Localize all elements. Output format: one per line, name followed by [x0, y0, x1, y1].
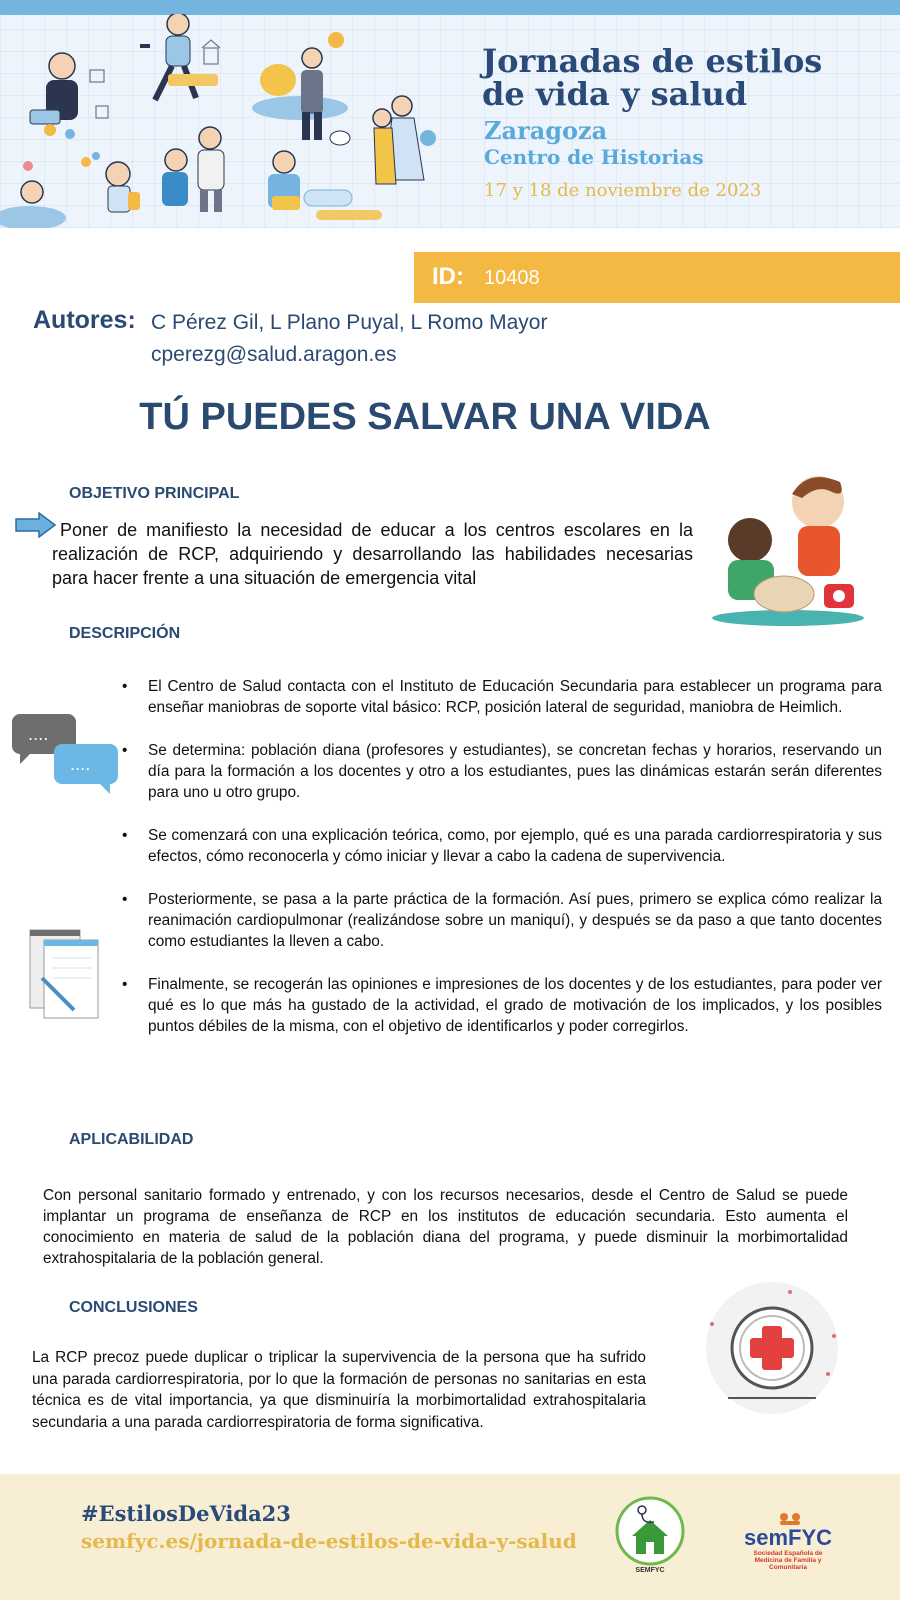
water-sign-icon: [304, 190, 382, 220]
speech-bubbles-icon: [10, 712, 120, 798]
authors-names: C Pérez Gil, L Plano Puyal, L Romo Mayor: [151, 311, 548, 334]
sun-icon: [328, 32, 344, 48]
cook-figure-icon: [30, 53, 78, 139]
arrow-right-icon: [15, 512, 57, 538]
event-venue: Centro de Historias: [484, 145, 704, 169]
svg-text:....: ....: [28, 725, 49, 744]
semfyc-brand-logo: semFYC: [744, 1525, 833, 1550]
description-item: • Finalmente, se recogerán las opiniones e impresiones de los docentes y de los estudiantes, para poder ver qué es lo que más ha gustado de la actividad, el grado de motivación de los implicados, y los posibles puntos débiles de la misma, con el objetivo de identificarlos y poder corregirlos.: [122, 974, 882, 1037]
authors-label: Autores:: [33, 306, 136, 334]
header-illustration: [0, 14, 450, 228]
houses-icon: [90, 40, 220, 118]
conclusions-heading: CONCLUSIONES: [69, 1299, 198, 1316]
walker-figure-icon: [140, 14, 196, 100]
notepad-pen-icon: [28, 928, 104, 1022]
description-item: • Posteriormente, se pasa a la parte práctica de la formación. Así pues, primero se explica cómo realizar la reanimación cardiopulmonar (realizándose sobre un maniquí), y después se da paso a que tanto docentes como estudiantes la lleven a cabo.: [122, 889, 882, 952]
applicability-heading: APLICABILIDAD: [69, 1131, 194, 1148]
medical-cross-icon: [688, 1264, 858, 1434]
id-label: ID:: [432, 263, 464, 290]
cpr-kids-illustration: [708, 468, 866, 630]
footer-hashtag: #EstilosDeVida23: [81, 1501, 291, 1526]
semfyc-figures-icon: [778, 1512, 802, 1526]
event-title-line-1: Jornadas de estilos: [482, 42, 823, 80]
top-accent-bar: [0, 0, 900, 15]
authors-email: cperezg@salud.aragon.es: [151, 343, 397, 366]
tree-icon: [252, 64, 348, 120]
description-item: • Se comenzará con una explicación teórica, como, por ejemplo, qué es una parada cardiorrespiratoria y sus efectos, cómo reconocerla y cómo iniciar y llevar a cabo la cadena de supervivencia.: [122, 825, 882, 867]
helping-figures-icon: [162, 127, 224, 212]
pool-figure-icon: [0, 161, 66, 228]
description-item: • El Centro de Salud contacta con el Instituto de Educación Secundaria para establecer un programa para enseñar maniobras de soporte vital básico: RCP, posición lateral de seguridad, maniobra de Heimlich.: [122, 676, 882, 718]
event-title-line-2: de vida y salud: [482, 75, 748, 113]
event-city: Zaragoza: [484, 116, 608, 145]
svg-text:....: ....: [70, 755, 91, 774]
semfyc-small-label: SEMFYC: [635, 1567, 665, 1574]
child-figure-icon: [81, 152, 140, 212]
objective-text: Poner de manifiesto la necesidad de educar a los centros escolares en la realización de RCP, adquiriendo y desarrollando las habilidades necesarias para hacer frente a una situación de emergencia vital: [52, 520, 693, 588]
man-with-dog-icon: [301, 48, 350, 145]
description-heading: DESCRIPCIÓN: [69, 625, 181, 642]
applicability-text: Con personal sanitario formado y entrenado, y con los recursos necesarios, desde el Centro de Salud se puede implantar un programa de enseñanza de RCP en los institutos de educación secundaria. Esto aumenta el conocimiento en materia de salud de la población diana del programa, y puede disminuir la morbimortalidad extrahospitalaria de la población general.: [43, 1187, 848, 1267]
id-value: 10408: [484, 267, 540, 289]
objective-heading: OBJETIVO PRINCIPAL: [69, 485, 240, 502]
poster-title: TÚ PUEDES SALVAR UNA VIDA: [139, 396, 711, 438]
description-list: [122, 676, 882, 1059]
semfyc-house-logo-icon: [614, 1496, 686, 1566]
semfyc-brand-subtitle: Sociedad Española de Medicina de Familia y Comunitaria: [753, 1550, 823, 1571]
women-figures-icon: [373, 96, 436, 184]
event-dates: 17 y 18 de noviembre de 2023: [484, 180, 762, 201]
conclusions-text: La RCP precoz puede duplicar o triplicar la supervivencia de la persona que ha sufrido una parada cardiorrespiratoria, por lo que la formación de personas no sanitarias en esta técnica es de vital importancia, ya que disminuiría la morbimortalidad extrahospitalaria secundaria a una parada cardiorrespiratoria de forma significativa.: [32, 1349, 646, 1431]
description-item: • Se determina: población diana (profesores y estudiantes), se concretan fechas y horarios, reservando un día para la formación a los docentes y otro a los estudiantes, pues las dinámicas estarán serán diferentes para uno u otro grupo.: [122, 740, 882, 803]
basket-figure-icon: [268, 151, 300, 210]
footer-url[interactable]: semfyc.es/jornada-de-estilos-de-vida-y-salud: [81, 1529, 577, 1553]
